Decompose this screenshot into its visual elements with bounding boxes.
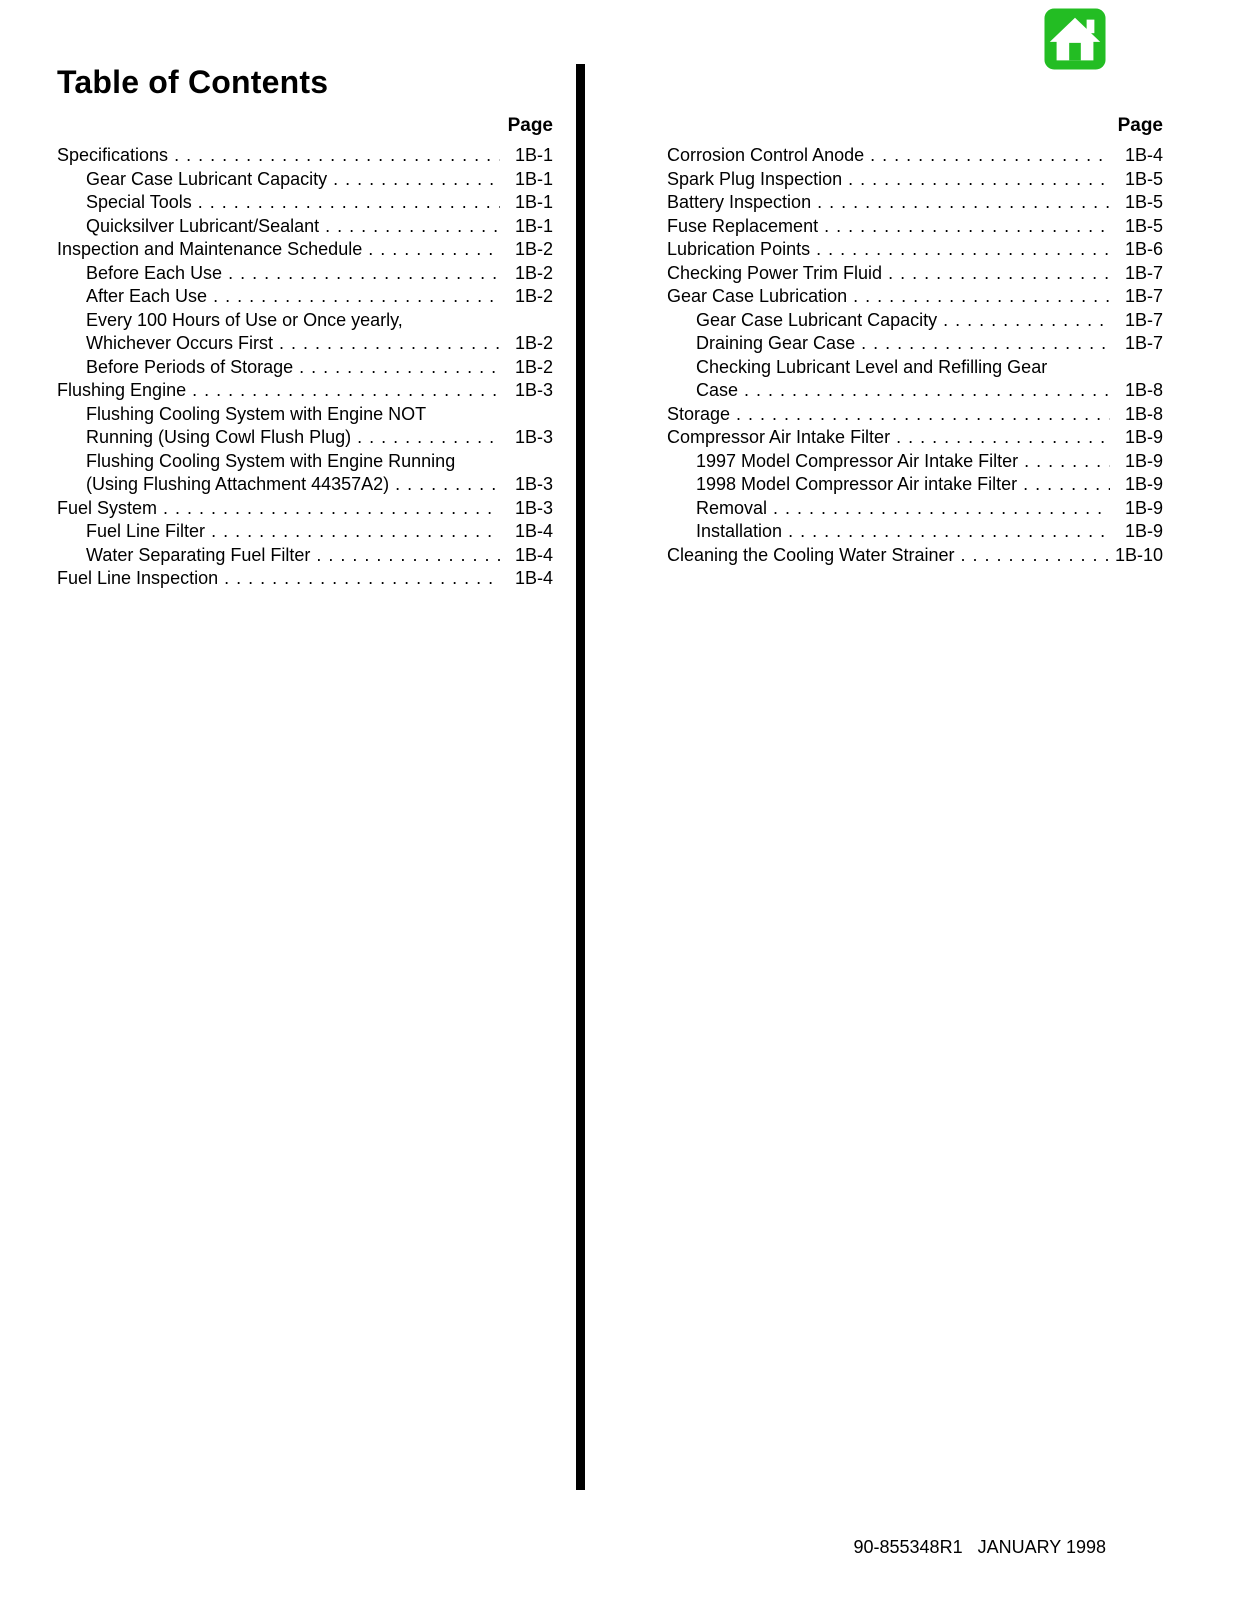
toc-entry-line	[57, 567, 553, 591]
dot-leader	[1024, 450, 1110, 474]
toc-entry[interactable]	[86, 356, 553, 380]
toc-entry-label: Corrosion Control Anode	[667, 145, 865, 165]
toc-entry[interactable]	[57, 238, 553, 262]
dot-leader	[816, 238, 1110, 262]
toc-entry-label: 1997 Model Compressor Air Intake Filter	[696, 450, 1019, 471]
dot-leader	[943, 309, 1110, 333]
toc-entry-line	[86, 450, 553, 474]
toc-entry-label: Draining Gear Case	[696, 333, 856, 353]
toc-entry[interactable]	[57, 567, 553, 591]
dot-leader	[788, 520, 1110, 544]
toc-entry-line	[667, 215, 1163, 239]
toc-entry-line	[86, 544, 553, 568]
toc-entry-label: Case	[696, 380, 739, 400]
dot-leader	[773, 497, 1110, 521]
toc-entry-page: 1B-4	[514, 544, 553, 565]
toc-entry-page: 1B-7	[1124, 262, 1163, 283]
toc-entry-page: 1B-2	[514, 262, 553, 283]
dot-leader	[368, 238, 500, 262]
toc-entry-page: 1B-6	[1124, 239, 1163, 259]
toc-entry-label: Before Each Use	[86, 262, 223, 283]
toc-entry-page: 1B-8	[1124, 380, 1163, 400]
toc-entry[interactable]	[667, 144, 1163, 168]
toc-entry-label: Lubrication Points	[667, 239, 811, 259]
toc-entry-line	[86, 168, 553, 192]
toc-entry[interactable]	[86, 285, 553, 309]
toc-entry[interactable]	[667, 191, 1163, 215]
toc-entry-page: 1B-9	[1124, 497, 1163, 518]
toc-entry-label: Flushing Engine	[57, 380, 187, 400]
toc-entry[interactable]	[696, 473, 1163, 497]
toc-entry-line	[86, 356, 553, 380]
dot-leader	[870, 144, 1110, 168]
toc-entry-label: Checking Power Trim Fluid	[667, 262, 883, 283]
home-icon-door	[1069, 43, 1081, 60]
home-button[interactable]	[1044, 8, 1106, 70]
toc-entry-line	[667, 191, 1163, 215]
toc-entry-label: Cleaning the Cooling Water Strainer	[667, 544, 955, 565]
dot-leader	[1023, 473, 1110, 497]
toc-entry-label: Gear Case Lubrication	[667, 286, 848, 306]
toc-entry-page: 1B-2	[514, 356, 553, 377]
toc-entry-line	[667, 426, 1163, 450]
toc-entry-line	[57, 238, 553, 262]
toc-entry-line	[57, 497, 553, 521]
toc-entry[interactable]	[696, 309, 1163, 333]
toc-entry-label: Quicksilver Lubricant/Sealant	[86, 215, 320, 236]
toc-entry-page: 1B-9	[1124, 521, 1163, 541]
dot-leader	[213, 285, 500, 309]
toc-entry-line	[86, 191, 553, 215]
toc-entry-label: Inspection and Maintenance Schedule	[57, 239, 363, 259]
toc-entry[interactable]	[696, 356, 1163, 403]
toc-entry-page: 1B-7	[1124, 286, 1163, 306]
toc-columns	[57, 114, 1163, 591]
toc-entry-page: 1B-3	[514, 380, 553, 400]
dot-leader	[316, 544, 500, 568]
toc-entry[interactable]	[86, 168, 553, 192]
toc-entry-page: 1B-4	[514, 521, 553, 541]
toc-entry[interactable]	[696, 450, 1163, 474]
dot-leader	[824, 215, 1110, 239]
toc-entry-page: 1B-2	[514, 333, 553, 353]
toc-entry-page: 1B-8	[1124, 403, 1163, 424]
dot-leader	[163, 497, 500, 521]
toc-entry-label: Gear Case Lubricant Capacity	[696, 309, 938, 330]
toc-entry-label: Every 100 Hours of Use or Once yearly,	[86, 309, 403, 330]
dot-leader	[888, 262, 1110, 286]
dot-leader	[736, 403, 1110, 427]
dot-leader	[861, 332, 1110, 356]
toc-entry-line	[86, 215, 553, 239]
toc-column-right	[667, 114, 1163, 591]
dot-leader	[211, 520, 500, 544]
toc-entry-line	[86, 285, 553, 309]
toc-entry[interactable]	[696, 497, 1163, 521]
dot-leader	[896, 426, 1110, 450]
toc-entry-line	[696, 497, 1163, 521]
toc-entry[interactable]	[667, 285, 1163, 309]
toc-entry-label: Checking Lubricant Level and Refilling Gear	[696, 356, 1048, 377]
toc-entry-line	[696, 356, 1163, 380]
toc-entry[interactable]	[86, 215, 553, 239]
toc-entry-page: 1B-3	[514, 497, 553, 518]
toc-entry-page: 1B-9	[1124, 474, 1163, 494]
toc-entry-label: Fuse Replacement	[667, 215, 819, 236]
toc-entry[interactable]	[667, 544, 1163, 568]
toc-entry-label: After Each Use	[86, 286, 208, 306]
toc-entry-line	[667, 544, 1163, 568]
dot-leader	[853, 285, 1110, 309]
toc-entry[interactable]	[667, 168, 1163, 192]
toc-entry-page: 1B-10	[1114, 544, 1163, 565]
toc-entry-page: 1B-5	[1124, 168, 1163, 189]
dot-leader	[325, 215, 500, 239]
toc-entry-line	[667, 144, 1163, 168]
dot-leader	[357, 426, 500, 450]
toc-entry-line	[667, 403, 1163, 427]
toc-entry[interactable]	[57, 379, 553, 403]
toc-entry[interactable]	[696, 332, 1163, 356]
toc-entry[interactable]	[667, 262, 1163, 286]
dot-leader	[299, 356, 500, 380]
toc-entry-page: 1B-1	[514, 168, 553, 189]
toc-entry-line	[86, 403, 553, 427]
toc-entry-label: Spark Plug Inspection	[667, 168, 843, 189]
toc-entry-label: Storage	[667, 403, 731, 424]
toc-entry-label: Before Periods of Storage	[86, 356, 294, 377]
toc-entry-page: 1B-4	[514, 568, 553, 588]
toc-entry-line	[696, 473, 1163, 497]
toc-entry-page: 1B-1	[514, 192, 553, 212]
dot-leader	[279, 332, 500, 356]
dot-leader	[228, 262, 500, 286]
home-icon	[1044, 8, 1106, 70]
page-title: Table of Contents	[57, 64, 329, 100]
toc-entry-label: Battery Inspection	[667, 192, 812, 212]
toc-entry[interactable]	[86, 450, 553, 497]
toc-entry-page: 1B-2	[514, 286, 553, 306]
dot-leader	[848, 168, 1110, 192]
toc-entry-page: 1B-7	[1124, 309, 1163, 330]
dot-leader	[395, 473, 500, 497]
toc-entry-line	[86, 520, 553, 544]
toc-entry[interactable]	[667, 215, 1163, 239]
toc-entry-label: Special Tools	[86, 192, 192, 212]
dot-leader	[817, 191, 1110, 215]
toc-entry-label: Compressor Air Intake Filter	[667, 427, 891, 447]
toc-entry-page: 1B-1	[514, 215, 553, 236]
toc-entry-page: 1B-7	[1124, 333, 1163, 353]
toc-entry[interactable]	[86, 544, 553, 568]
toc-list-right	[667, 144, 1163, 567]
column-header-page-left: Page	[507, 115, 553, 136]
document-footer: 90-855348R1 JANUARY 1998	[853, 1537, 1106, 1557]
toc-entry-label: 1998 Model Compressor Air intake Filter	[696, 474, 1018, 494]
toc-entry-page: 1B-2	[514, 239, 553, 259]
toc-entry-line	[86, 426, 553, 450]
toc-entry-page: 1B-4	[1124, 145, 1163, 165]
dot-leader	[744, 379, 1110, 403]
toc-entry[interactable]	[57, 144, 553, 168]
toc-entry-line	[86, 473, 553, 497]
toc-entry-line	[86, 309, 553, 333]
toc-entry-label: Flushing Cooling System with Engine NOT	[86, 403, 427, 424]
toc-entry-line	[696, 332, 1163, 356]
toc-entry-line	[86, 332, 553, 356]
toc-entry[interactable]	[696, 520, 1163, 544]
toc-entry[interactable]	[86, 520, 553, 544]
toc-entry[interactable]	[86, 262, 553, 286]
toc-entry[interactable]	[57, 497, 553, 521]
dot-leader	[198, 191, 500, 215]
toc-entry-label: Flushing Cooling System with Engine Running	[86, 450, 456, 471]
toc-entry-line	[696, 379, 1163, 403]
toc-entry-label: Water Separating Fuel Filter	[86, 544, 311, 565]
toc-entry-line	[667, 262, 1163, 286]
toc-entry-label: Installation	[696, 521, 783, 541]
toc-list-left	[57, 144, 553, 591]
dot-leader	[333, 168, 500, 192]
toc-entry-label: Gear Case Lubricant Capacity	[86, 168, 328, 189]
toc-entry-label: Fuel System	[57, 497, 158, 518]
toc-entry[interactable]	[86, 309, 553, 356]
toc-entry-label: Specifications	[57, 145, 169, 165]
toc-entry-line	[696, 520, 1163, 544]
toc-entry-label: (Using Flushing Attachment 44357A2)	[86, 474, 390, 494]
toc-entry-label: Fuel Line Filter	[86, 521, 206, 541]
dot-leader	[224, 567, 500, 591]
dot-leader	[192, 379, 500, 403]
column-header-page-right: Page	[1117, 115, 1163, 136]
toc-entry-page: 1B-5	[1124, 215, 1163, 236]
toc-entry-label: Whichever Occurs First	[86, 333, 274, 353]
toc-column-left	[57, 114, 553, 591]
toc-entry[interactable]	[667, 238, 1163, 262]
dot-leader	[174, 144, 500, 168]
toc-entry-line	[667, 285, 1163, 309]
toc-entry-line	[57, 379, 553, 403]
toc-entry-label: Fuel Line Inspection	[57, 568, 219, 588]
toc-entry-line	[57, 144, 553, 168]
toc-entry-line	[86, 262, 553, 286]
toc-entry-page: 1B-5	[1124, 192, 1163, 212]
toc-entry[interactable]	[86, 191, 553, 215]
toc-entry-page: 1B-3	[514, 474, 553, 494]
toc-entry[interactable]	[667, 426, 1163, 450]
toc-entry-line	[696, 309, 1163, 333]
toc-entry-page: 1B-9	[1124, 427, 1163, 447]
toc-entry-page: 1B-1	[514, 145, 553, 165]
dot-leader	[960, 544, 1109, 568]
toc-entry[interactable]	[86, 403, 553, 450]
toc-entry-line	[667, 238, 1163, 262]
toc-entry-label: Removal	[696, 497, 768, 518]
toc-entry-page: 1B-3	[514, 427, 553, 447]
toc-entry-page: 1B-9	[1124, 450, 1163, 471]
toc-entry-label: Running (Using Cowl Flush Plug)	[86, 427, 352, 447]
toc-entry-line	[667, 168, 1163, 192]
toc-entry-line	[696, 450, 1163, 474]
toc-entry[interactable]	[667, 403, 1163, 427]
